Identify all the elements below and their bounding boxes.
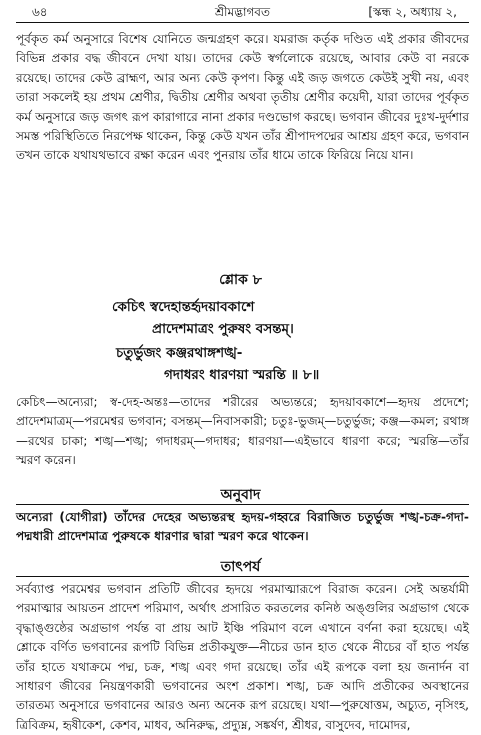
- page-header: [16, 0, 469, 24]
- translation-heading: অনুবাদ: [220, 487, 261, 503]
- page-number: ৬৪: [32, 5, 48, 19]
- translation-divider: [16, 504, 469, 505]
- verse-line-2: প্রাদেশমাত্রং পুরুষং বসন্তম্।: [152, 321, 294, 337]
- verse-line-3: চতুর্ভুজং কঞ্জরথাঙ্গশঙ্খ-: [116, 345, 243, 361]
- verse-line-1: কেচিৎ স্বদেহান্তর্হৃদয়াবকাশে: [112, 299, 255, 315]
- chapter-reference: [স্কন্ধ ২, অধ্যায় ২,: [368, 5, 457, 19]
- translation-text: অন্যেরা (যোগীরা) তাঁদের দেহের অভ্যন্তরস্থ হৃদয়-গহ্বরে বিরাজিত চতুর্ভুজ শঙ্খ-চক্র-গদা-পদ্মধারী প্রাদেশমাত্র পুরুষকে ধারণার দ্বারা স্মরণ করে থাকেন।: [16, 510, 469, 544]
- purport-divider: [16, 576, 469, 577]
- sloka-heading: শ্লোক ৮: [219, 272, 262, 288]
- verse-line-4: গদাধরং ধারণয়া স্মরন্তি ॥ ৮॥: [164, 367, 320, 383]
- header-divider: [16, 22, 469, 23]
- synonyms-paragraph: কেচিৎ—অন্যেরা; স্ব-দেহ-অন্তঃ—তাদের শরীরের অভ্যন্তরে; হৃদয়াবকাশে—হৃদয় প্রদেশে; প্রাদেশমাত্রম্—পরমেশ্বর ভগবান; বসন্তম্—নিবাসকারী; চতুঃ-ভুজম্—চতুর্ভুজ; কঞ্জ—কমল; রথাঙ্গ—রথের চাকা; শঙ্খ—শঙ্খ; গদাধরম্—গদাধর; ধারণয়া—এইভাবে ধারণা করে; স্মরন্তি—তাঁর স্মরণ করেন।: [16, 395, 469, 468]
- purport-paragraph: সর্বব্যাপ্ত পরমেশ্বর ভগবান প্রতিটি জীবের হৃদয়ে পরমাত্মারূপে বিরাজ করেন। সেই অন্তর্যামী পরমাত্মার আয়তন প্রাদেশ পরিমাণ, অর্থাৎ প্রসারিত করতলের কনিষ্ঠ অঙ্গুলির অগ্রভাগ থেকে বৃদ্ধাঙ্গুষ্ঠের অগ্রভাগ পর্যন্ত বা প্রায় আট ইঞ্চি পরিমাণ বলে এখানে বর্ণনা করা হয়েছে। এই শ্লোকে বর্ণিত ভগবানের রূপটি বিভিন্ন প্রতীকযুক্ত—নীচের ডান হাত থেকে নীচের বাঁ হাত পর্যন্ত তাঁর হাতে যথাক্রমে পদ্ম, চক্র, শঙ্খ এবং গদা রয়েছে। তাঁর এই রূপকে বলা হয় জনার্দন বা সাধারণ জীবের নিয়ন্ত্রণকারী ভগবানের অংশ প্রকাশ। শঙ্খ, চক্র আদি প্রতীকের অবস্থানের তারতম্য অনুসারে ভগবানের আরও অন্য অনেক রূপ রয়েছে। যথা—পুরুষোত্তম, অচ্যুত, নৃসিংহ, ত্রিবিক্রম, হৃষীকেশ, কেশব, মাধব, অনিরুদ্ধ, প্রদ্যুম্ন, সঙ্কর্ষণ, শ্রীধর, বাসুদেব, দামোদর,: [16, 582, 469, 732]
- running-title: শ্রীমদ্ভাগবত: [214, 5, 270, 19]
- purport-heading: তাৎপর্য: [220, 559, 261, 575]
- intro-paragraph: পূর্বকৃত কর্ম অনুসারে বিশেষ যোনিতে জন্মগ্রহণ করে। যমরাজ কর্তৃক দণ্ডিত এই প্রকার জীবদের বিভিন্ন প্রকার বদ্ধ জীবনে দেখা যায়। তাদের কেউ স্বর্গলোকে রয়েছে, আবার কেউ বা নরকে রয়েছে। তাদের কেউ ব্রাহ্মণ, আর অন্য কেউ কৃপণ। কিন্তু এই জড় জগতে কেউই সুখী নয়, এবং তারা সকলেই হয় প্রথম শ্রেণীর, দ্বিতীয় শ্রেণীর অথবা তৃতীয় শ্রেণীর কয়েদী, যারা তাদের পূর্বকৃত কর্ম অনুসারে জড় জগৎ রূপ কারাগারে নানা প্রকার দণ্ডভোগ করছে। ভগবান জীবের দুঃখ-দুর্দশার সমস্ত পরিস্থিতিতে নিরপেক্ষ থাকেন, কিন্তু কেউ যখন তাঁর শ্রীপাদপদ্মের আশ্রয় গ্রহণ করে, ভগবান তখন তাকে যথাযথভাবে রক্ষা করেন এবং পুনরায় তাঁর ধামে তাকে ফিরিয়ে নিয়ে যান।: [16, 32, 469, 163]
